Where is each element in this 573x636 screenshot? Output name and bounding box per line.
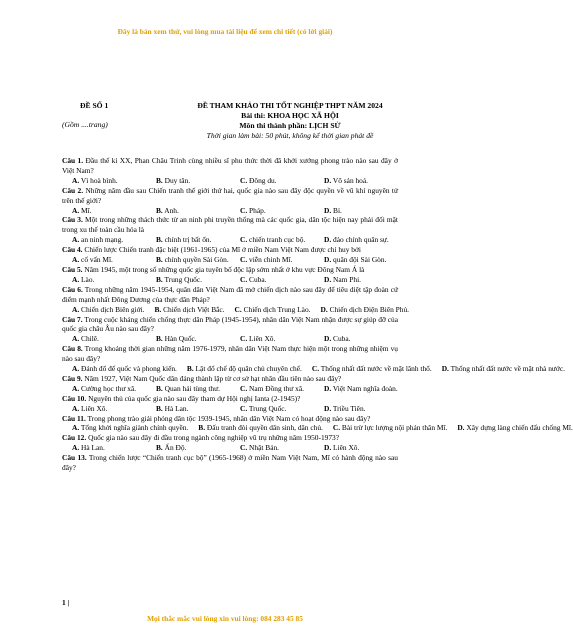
answer-option [144, 305, 224, 315]
option-letter: B. [156, 235, 163, 245]
option-text: Bỉ. [333, 205, 342, 215]
option-letter: A. [72, 403, 80, 413]
question [62, 394, 398, 404]
answer-option [230, 384, 314, 394]
answer-option [146, 443, 230, 453]
page-number: 1 | [62, 598, 70, 607]
option-text: Đánh đổ đế quốc và phong kiến. [81, 364, 177, 374]
option-letter: A. [72, 255, 80, 265]
option-text: Quan hải tùng thư. [164, 383, 220, 393]
question [62, 315, 398, 335]
answer-option [432, 364, 565, 374]
question-text: Trong những năm 1945-1954, quân dân Việt Nam đã mở chiến dịch nào sau đây để tiêu diệt tập đoàn cứ điểm mạnh nhất Đông Dương của thực dân Pháp? [62, 284, 398, 304]
answer-option [146, 275, 230, 285]
answer-option [62, 443, 146, 453]
question-text: Những năm đầu sau Chiến tranh thế giới thứ hai, quốc gia nào sau đây độc quyền về vũ khí nguyên tử trên thế giới? [62, 185, 398, 205]
question [62, 344, 398, 364]
question [62, 285, 398, 305]
answer-option [62, 404, 146, 414]
option-text: Trung Quốc. [164, 274, 203, 284]
question [62, 186, 398, 206]
option-letter: D. [324, 403, 332, 413]
option-letter: A. [72, 383, 80, 393]
option-letter: A. [72, 235, 80, 245]
question [62, 245, 398, 255]
answer-option [447, 423, 572, 433]
option-letter: C. [311, 364, 320, 374]
answer-options [62, 404, 398, 414]
answer-option [146, 176, 230, 186]
answer-option [230, 235, 314, 245]
question-number: Câu 12. [62, 433, 87, 443]
option-letter: B. [156, 334, 163, 344]
option-text: Bài trừ lực lượng nội phản thân Mĩ. [341, 423, 448, 433]
option-letter: A. [72, 274, 80, 284]
contact-banner: Mọi thắc mắc vui lòng xin vui lòng: 084 283 45 85 [147, 614, 303, 623]
question-number: Câu 11. [62, 413, 86, 423]
option-letter: B. [156, 274, 163, 284]
answer-options [62, 423, 573, 433]
option-letter: B. [156, 175, 163, 185]
option-letter: C. [240, 235, 248, 245]
answer-option [311, 305, 410, 315]
option-letter: B. [156, 443, 163, 453]
option-text: Pháp. [249, 205, 266, 215]
option-text: Cuba. [249, 274, 267, 284]
answer-option [230, 334, 314, 344]
option-text: an ninh mạng. [81, 235, 124, 245]
page-count: (Gồm ....trang) [62, 120, 108, 129]
option-text: Liên Xô. [249, 334, 276, 344]
option-letter: D. [441, 364, 449, 374]
answer-option [314, 275, 398, 285]
option-text: Thống nhất đất nước về mặt lãnh thổ. [320, 364, 432, 374]
option-letter: B. [198, 423, 206, 433]
option-letter: C. [240, 175, 248, 185]
answer-option [146, 384, 230, 394]
option-text: Chilê. [81, 334, 99, 344]
answer-option [62, 235, 146, 245]
option-letter: A. [72, 175, 80, 185]
option-text: Chiến dịch Việt Bắc. [163, 304, 225, 314]
question-text: Năm 1927, Việt Nam Quốc dân đảng thành lập từ cơ sở hạt nhân đầu tiên nào sau đây? [84, 373, 342, 383]
option-letter: B. [156, 205, 163, 215]
answer-options [62, 255, 398, 265]
answer-option [146, 255, 230, 265]
option-text: Mĩ. [81, 205, 92, 215]
option-text: Ấn Độ. [164, 443, 187, 453]
answer-options [62, 235, 398, 245]
option-text: Tổng khởi nghĩa giành chính quyền. [80, 423, 189, 433]
answer-option [230, 176, 314, 186]
question [62, 433, 398, 443]
answer-options [62, 384, 398, 394]
option-letter: D. [324, 205, 332, 215]
question-number: Câu 10. [62, 393, 87, 403]
answer-option [146, 235, 230, 245]
option-letter: C. [240, 334, 248, 344]
option-letter: D. [457, 423, 465, 433]
option-letter: C. [234, 304, 242, 314]
option-text: chính quyền Sài Gòn. [164, 255, 229, 265]
option-letter: C. [240, 383, 248, 393]
exam-subject: Môn thi thành phần: LỊCH SỬ [239, 121, 341, 130]
answer-option [225, 305, 311, 315]
preview-banner: Đây là bản xem thử, vui lòng mua tài liệu để xem chi tiết (có lời giải) [117, 27, 333, 36]
option-letter: D. [324, 255, 332, 265]
answer-options [62, 206, 398, 216]
answer-option [230, 443, 314, 453]
option-text: Chiến dịch Biên giới. [81, 304, 145, 314]
question-text: Quốc gia nào sau đây đi đầu trong ngành công nghiệp vũ trụ những năm 1950-1973? [88, 433, 340, 443]
question-text: Trong phong trào giải phóng dân tộc 1939-1945, nhân dân Việt Nam có hoạt động nào sau đây? [87, 413, 371, 423]
answer-option [62, 206, 146, 216]
option-text: Liên Xô. [333, 443, 360, 453]
option-text: Xây dựng làng chiến đấu chống Mĩ. [466, 423, 573, 433]
answer-options [62, 334, 398, 344]
question-number: Câu 5. [62, 264, 83, 274]
answer-option [188, 423, 323, 433]
option-text: Việt Nam nghĩa đoàn. [332, 383, 398, 393]
question [62, 156, 398, 176]
option-letter: C. [240, 205, 248, 215]
answer-option [62, 255, 146, 265]
question-text: Chiến lược Chiến tranh đặc biệt (1961-1965) của Mĩ ở miền Nam Việt Nam được chỉ huy bởi [84, 245, 361, 255]
option-text: Nam Đồng thư xã. [249, 383, 304, 393]
option-text: Cuba. [333, 334, 351, 344]
answer-option [230, 255, 314, 265]
option-letter: D. [324, 175, 332, 185]
answer-option [146, 206, 230, 216]
option-text: cố vấn Mĩ. [81, 255, 113, 265]
option-text: chính trị bất ổn. [164, 235, 212, 245]
question-number: Câu 8. [62, 344, 83, 354]
answer-option [146, 404, 230, 414]
option-text: Hàn Quốc. [164, 334, 197, 344]
option-text: Hà Lan. [81, 443, 105, 453]
question-number: Câu 3. [62, 215, 83, 225]
option-text: Duy tân. [164, 175, 191, 185]
option-letter: D. [324, 383, 332, 393]
option-letter: A. [72, 304, 80, 314]
question-number: Câu 2. [62, 185, 84, 195]
question-text: Trong cuộc kháng chiến chống thực dân Pháp (1945-1954), nhân dân Việt Nam nhận được sự giúp đỡ của quốc gia châu Âu nào sau đây? [62, 314, 398, 334]
answer-option [62, 176, 146, 186]
option-text: Trung Quốc. [248, 403, 287, 413]
answer-option [230, 275, 314, 285]
option-letter: A. [72, 443, 80, 453]
option-letter: C. [240, 443, 248, 453]
answer-option [62, 423, 188, 433]
question-text: Đầu thế kỉ XX, Phan Châu Trinh cùng nhiều sĩ phu thức thời đã khởi xướng phong trào nào sau đây ở Việt Nam? [62, 156, 398, 175]
option-letter: A. [72, 423, 80, 433]
question [62, 453, 398, 473]
answer-option [314, 206, 398, 216]
answer-option [177, 364, 302, 374]
option-letter: D. [324, 334, 332, 344]
option-letter: D. [324, 235, 332, 245]
answer-option [230, 404, 314, 414]
answer-option [314, 334, 398, 344]
answer-option [323, 423, 447, 433]
option-letter: D. [324, 443, 332, 453]
option-letter: A. [72, 364, 80, 374]
option-text: Anh. [164, 205, 179, 215]
question-number: Câu 9. [62, 373, 83, 383]
option-text: quân đội Sài Gòn. [333, 255, 387, 265]
option-letter: C. [240, 274, 248, 284]
option-text: Triều Tiên. [332, 403, 366, 413]
option-letter: B. [186, 364, 194, 374]
question [62, 265, 398, 275]
option-letter: C. [332, 423, 341, 433]
option-letter: D. [320, 304, 328, 314]
option-text: Cường học thư xã. [81, 383, 137, 393]
question [62, 414, 398, 424]
option-text: Hà Lan. [164, 403, 189, 413]
option-text: chiến tranh cục bộ. [249, 235, 306, 245]
option-text: Vì hoà bình. [80, 175, 118, 185]
option-text: Nhật Bản. [249, 443, 280, 453]
question-text: Trong chiến lược “Chiến tranh cục bộ” (1965-1968) ở miền Nam Việt Nam, Mĩ có hành động nào sau đây? [62, 453, 398, 473]
option-text: Thống nhất đất nước về mặt nhà nước. [450, 364, 565, 374]
exam-time: Thời gian làm bài: 50 phút, không kể thời gian phát đề [206, 131, 374, 140]
option-letter: B. [156, 403, 163, 413]
question-text: Năm 1945, một trong số những quốc gia tuyên bố độc lập sớm nhất ở khu vực Đông Nam Á là [84, 264, 365, 274]
answer-option [62, 384, 146, 394]
option-letter: B. [154, 304, 162, 314]
answer-option [62, 305, 144, 315]
answer-options [62, 275, 398, 285]
option-text: Võ sản hoá. [332, 175, 369, 185]
option-text: Đông du. [249, 175, 277, 185]
answer-option [314, 384, 398, 394]
answer-option [314, 443, 398, 453]
question [62, 215, 398, 235]
question-list [62, 156, 573, 473]
option-text: Chiến dịch Điện Biên Phủ. [329, 304, 410, 314]
option-text: Lào. [81, 274, 95, 284]
answer-options [62, 443, 398, 453]
exam-code: ĐỀ SỐ 1 [80, 101, 109, 110]
answer-option [314, 255, 398, 265]
option-text: viễn chinh Mĩ. [249, 255, 293, 265]
question [62, 374, 398, 384]
option-letter: D. [324, 274, 332, 284]
answer-option [314, 176, 398, 186]
option-letter: A. [72, 334, 80, 344]
answer-option [314, 404, 398, 414]
answer-option [302, 364, 432, 374]
answer-option [230, 206, 314, 216]
option-text: Nam Phi. [333, 274, 361, 284]
option-text: Đấu tranh đòi quyền dân sinh, dân chủ. [206, 423, 323, 433]
exam-name: Bài thi: KHOA HỌC XÃ HỘI [241, 111, 339, 120]
answer-options [62, 176, 398, 186]
option-letter: C. [240, 403, 248, 413]
option-letter: B. [156, 255, 163, 265]
question-number: Câu 13. [62, 453, 87, 463]
option-letter: B. [156, 383, 163, 393]
answer-option [62, 334, 146, 344]
question-text: Nguyên thủ của quốc gia nào sau đây tham dự Hội nghị Ianta (2-1945)? [88, 393, 301, 403]
answer-option [62, 275, 146, 285]
option-text: Lật đổ chế độ quân chủ chuyên chế. [195, 364, 302, 374]
question-number: Câu 4. [62, 245, 83, 255]
question-text: Một trong những thách thức từ an ninh phi truyền thống mà các quốc gia, dân tộc hiện nay phải đối mặt trong xu thế toàn cầu hóa là [62, 215, 398, 235]
answer-option [146, 334, 230, 344]
option-letter: C. [240, 255, 248, 265]
question-text: Trong khoảng thời gian những năm 1976-1979, nhân dân Việt Nam thực hiện một trong những nhiệm vụ nào sau đây? [62, 344, 398, 364]
question-number: Câu 1. [62, 156, 84, 165]
option-text: Chiến dịch Trung Lào. [243, 304, 311, 314]
question-number: Câu 6. [62, 284, 83, 294]
answer-option [314, 235, 398, 245]
option-text: Liên Xô. [81, 403, 108, 413]
answer-options [62, 304, 410, 315]
exam-title: ĐỀ THAM KHẢO THI TỐT NGHIỆP THPT NĂM 2024 [197, 101, 383, 110]
answer-options [62, 364, 565, 374]
option-letter: A. [72, 205, 80, 215]
option-text: đảo chính quân sự. [333, 235, 389, 245]
question-number: Câu 7. [62, 314, 83, 324]
answer-option [62, 364, 177, 374]
